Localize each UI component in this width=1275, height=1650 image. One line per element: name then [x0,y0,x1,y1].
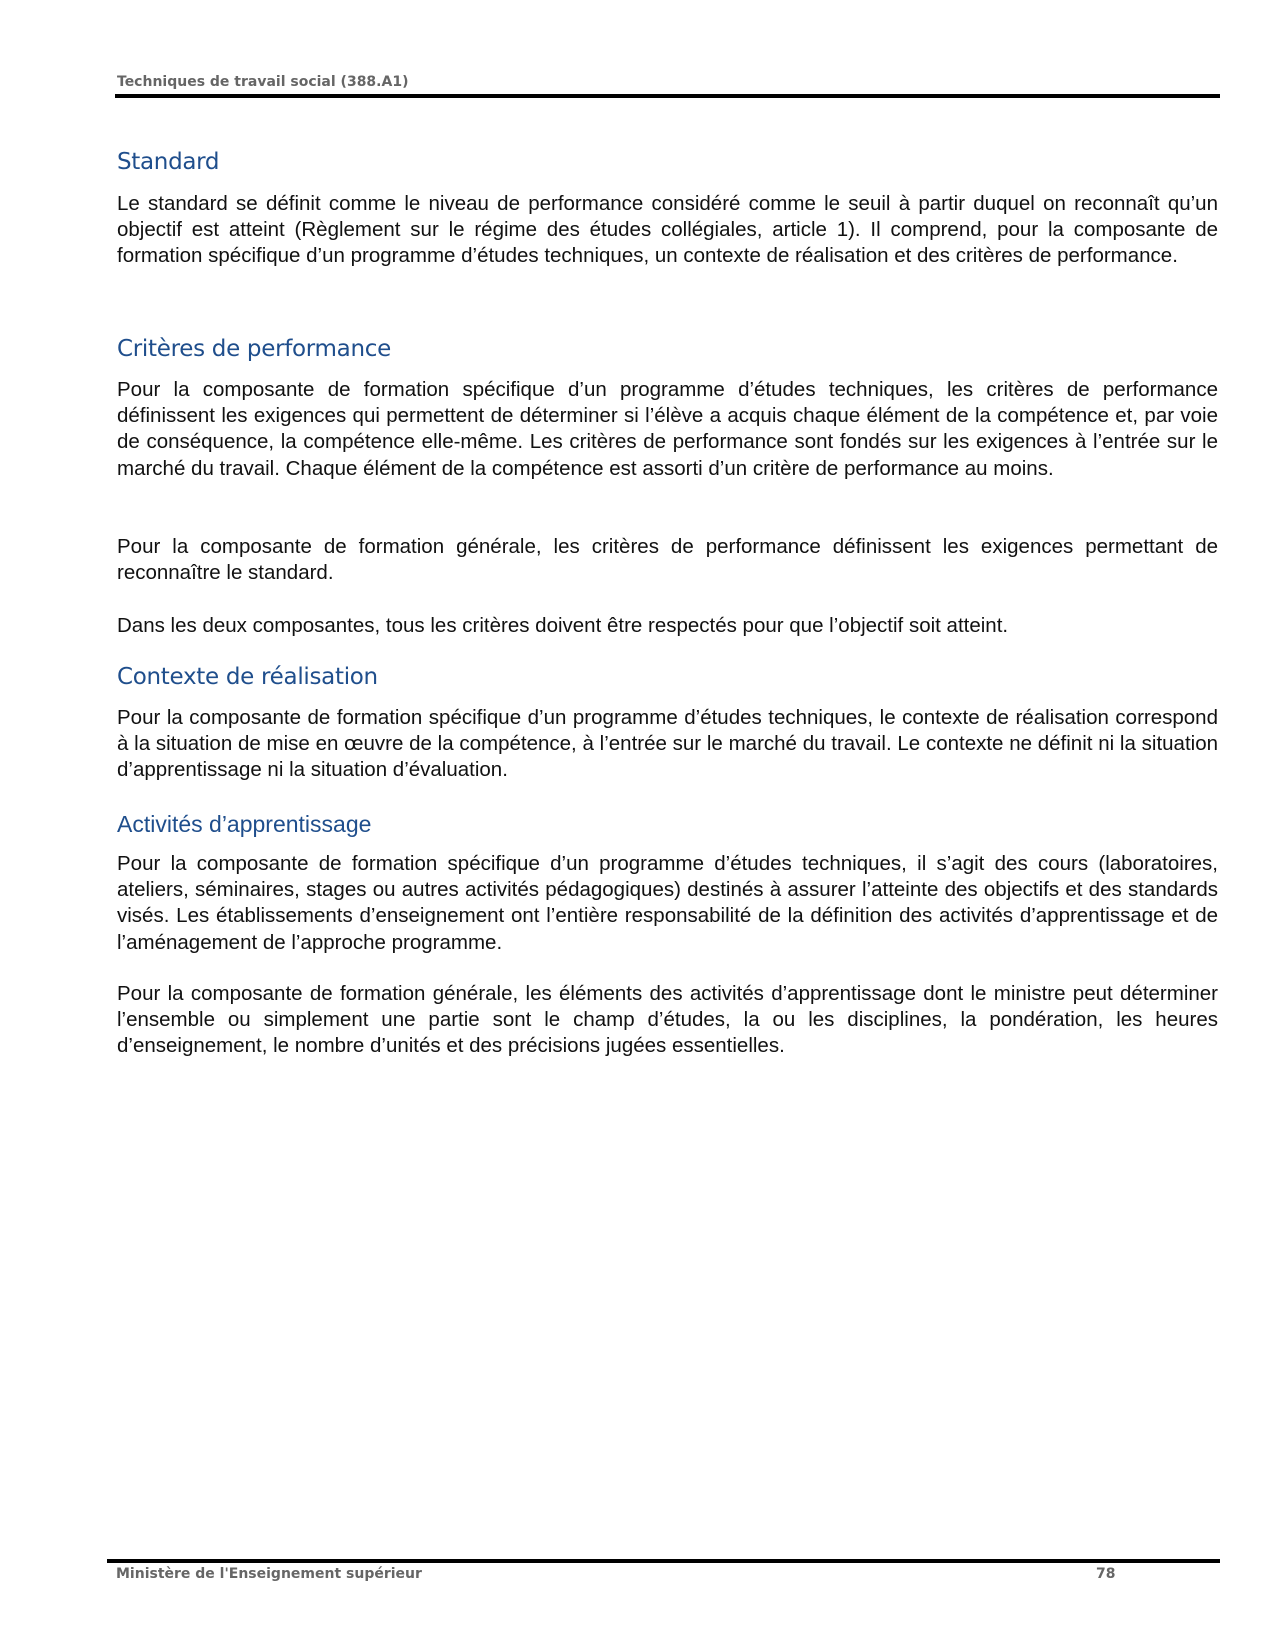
page-number: 78 [1096,1566,1116,1582]
heading-activites: Activités d’apprentissage [117,811,372,837]
footer-publisher: Ministère de l'Enseignement supérieur [116,1566,422,1582]
paragraph: Pour la composante de formation spécifique d’un programme d’études techniques, les critères de performance définissent les exigences qui permettent de déterminer si l’élève a acquis chaque élément de la compétence et, par voie de conséquence, la compétence elle-même. Les critères de performance sont fondés sur les exigences à l’entrée sur le marché du travail. Chaque élément de la compétence est assorti d’un critère de performance au moins. [117,378,1218,480]
heading-criteres: Critères de performance [117,336,391,362]
paragraph: Pour la composante de formation spécifique d’un programme d’études techniques, le contexte de réalisation correspond à la situation de mise en œuvre de la compétence, à l’entrée sur le marché du travail. Le contexte ne définit ni la situation d’apprentissage ni la situation d’évaluation. [117,706,1218,782]
heading-standard: Standard [117,149,220,175]
footer-rule [107,1559,1220,1563]
heading-contexte: Contexte de réalisation [117,664,378,690]
paragraph: Le standard se définit comme le niveau de performance considéré comme le seuil à partir duquel on reconnaît qu’un objectif est atteint (Règlement sur le régime des études collégiales, article 1). Il comprend, pour la composante de formation spécifique d’un programme d’études techniques, un contexte de réalisation et des critères de performance. [117,192,1218,268]
paragraph: Dans les deux composantes, tous les critères doivent être respectés pour que l’objectif soit atteint. [117,614,1009,637]
running-header: Techniques de travail social (388.A1) [117,74,409,90]
paragraph: Pour la composante de formation générale, les éléments des activités d’apprentissage dont le ministre peut déterminer l’ensemble ou simplement une partie sont le champ d’études, la ou les disciplines, la pondération, les heures d’enseignement, le nombre d’unités et des précisions jugées essentielles. [117,982,1218,1058]
header-rule [115,94,1220,98]
paragraph: Pour la composante de formation spécifique d’un programme d’études techniques, il s’agit des cours (laboratoires, ateliers, séminaires, stages ou autres activités pédagogiques) destinés à assurer l’atteinte des objectifs et des standards visés. Les établissements d’enseignement ont l’entière responsabilité de la définition des activités d’apprentissage et de l’aménagement de l’approche programme. [117,852,1218,954]
paragraph: Pour la composante de formation générale, les critères de performance définissent les exigences permettant de reconnaître le standard. [117,535,1218,585]
